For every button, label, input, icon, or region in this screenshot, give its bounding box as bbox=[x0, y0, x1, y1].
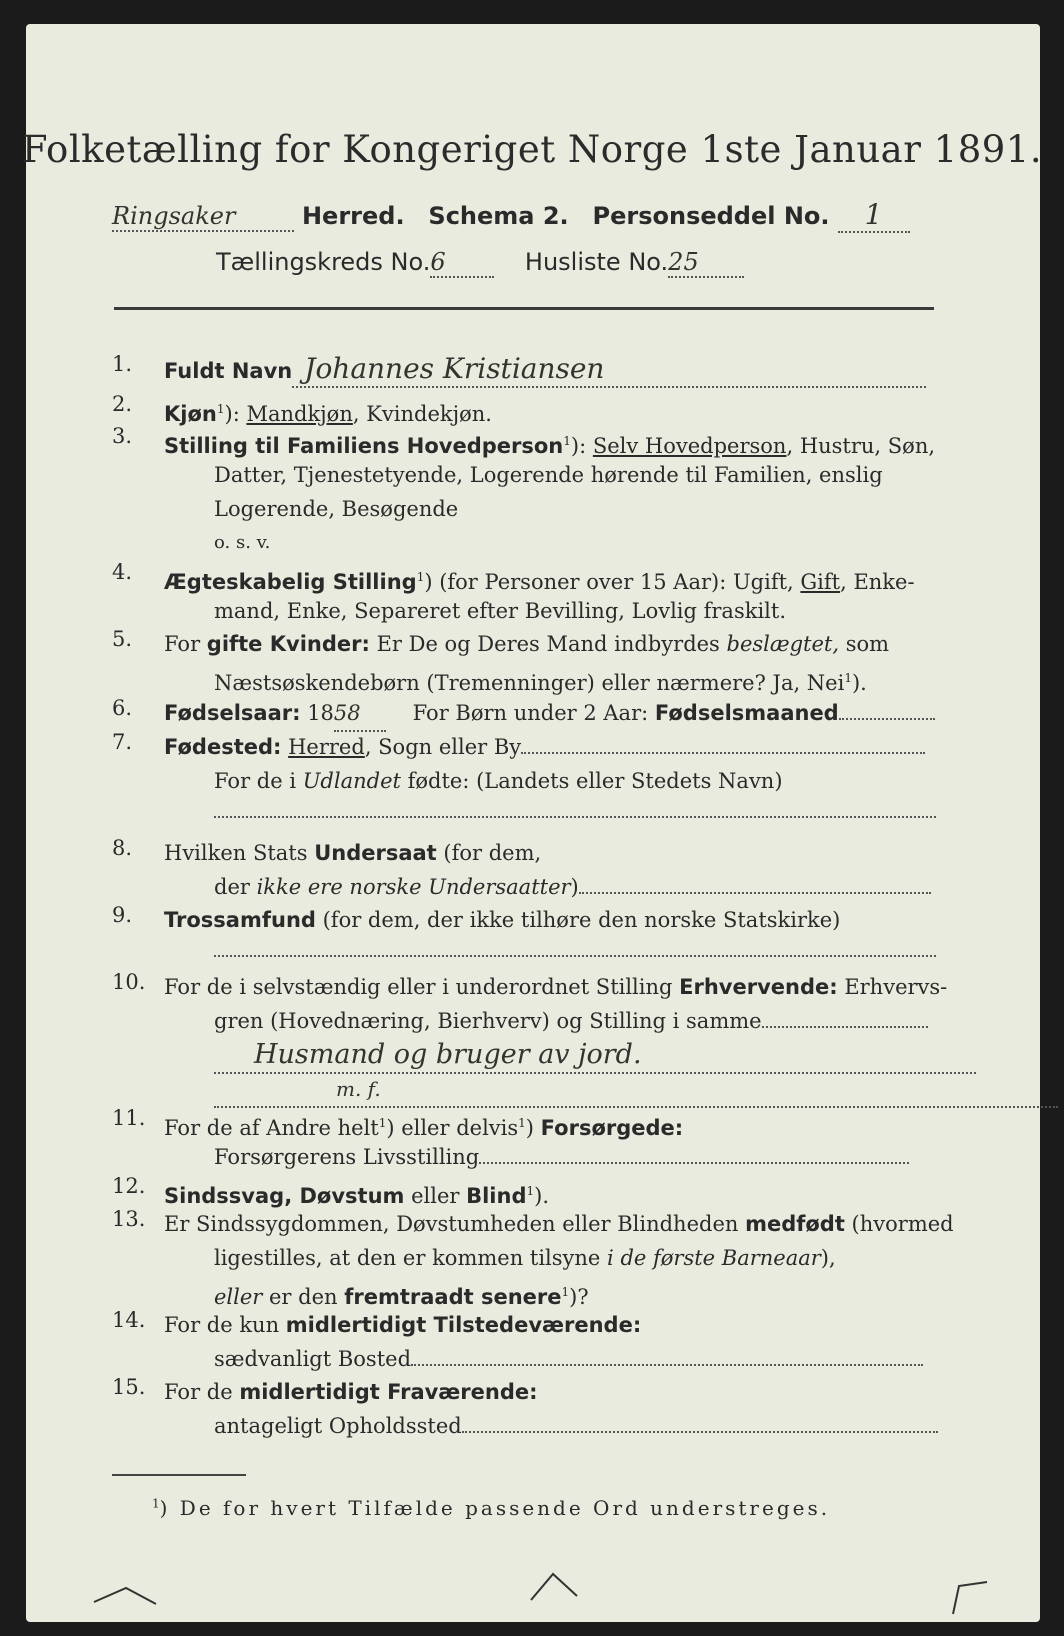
item-13-line2c: ), bbox=[820, 1246, 836, 1270]
item-4-text1: ) (for Personer over 15 Aar): Ugift, bbox=[424, 570, 801, 594]
item-8-line2a: der bbox=[214, 875, 257, 899]
item-12-label1: Sindssvag, Døvstum bbox=[164, 1184, 405, 1208]
item-6-label: Fødselsaar: bbox=[164, 701, 301, 725]
item-7-line2b: Udlandet bbox=[302, 769, 401, 793]
item-11-text1: For de af Andre helt bbox=[164, 1116, 379, 1140]
item-8-line2c: ) bbox=[570, 875, 579, 899]
ink-mark-left bbox=[90, 1580, 170, 1610]
ink-mark-right bbox=[945, 1578, 995, 1618]
item-3-number: 3. bbox=[112, 424, 133, 448]
item-6-number: 6. bbox=[112, 696, 133, 720]
footnote bbox=[152, 1496, 830, 1520]
item-13-line2b: i de første Barneaar bbox=[607, 1246, 821, 1270]
birth-year-prefix: 18 bbox=[307, 701, 334, 725]
item-7-line2a: For de i bbox=[214, 769, 303, 793]
item-14-label: midlertidigt Tilstedeværende: bbox=[285, 1313, 642, 1337]
item-4-number: 4. bbox=[112, 560, 133, 584]
item-4-label: Ægteskabelig Stilling bbox=[164, 570, 417, 594]
item-8-number: 8. bbox=[112, 836, 133, 860]
herred-label: Herred. bbox=[301, 202, 405, 230]
personseddel-value: 1 bbox=[838, 198, 910, 233]
item-7-line2c: fødte: (Landets eller Stedets Navn) bbox=[400, 769, 783, 793]
item-11-number: 11. bbox=[112, 1106, 146, 1130]
kreds-line bbox=[216, 248, 744, 278]
item-12-end: ). bbox=[534, 1184, 549, 1208]
item-5-line2: Næstsøskendebørn (Tremenninger) eller nærmere? Ja, Nei bbox=[214, 671, 845, 695]
item-5-number: 5. bbox=[112, 627, 133, 651]
item-9-label: Trossamfund bbox=[164, 908, 316, 932]
item-10-label: Erhvervende: bbox=[679, 975, 838, 999]
item-10-text2: Erhvervs- bbox=[837, 975, 948, 999]
occupation-value: Husmand og bruger av jord. bbox=[214, 1038, 976, 1074]
item-10-text1: For de i selvstændig eller i underordnet Stilling bbox=[164, 975, 680, 999]
item-8-text1: Hvilken Stats bbox=[164, 841, 315, 865]
personseddel-label: Personseddel No. bbox=[592, 202, 830, 230]
item-7-label: Fødested: bbox=[164, 735, 282, 759]
item-11-line2: Forsørgerens Livsstilling bbox=[214, 1145, 480, 1169]
item-13-text2: (hvormed bbox=[844, 1212, 954, 1236]
full-name-value: Johannes Kristiansen bbox=[292, 352, 926, 388]
footnote-sup: 1 bbox=[152, 1496, 160, 1511]
item-10-number: 10. bbox=[112, 970, 146, 994]
marital-option-married: Gift bbox=[800, 570, 841, 594]
item-13-number: 13. bbox=[112, 1207, 146, 1231]
item-11-text2: ) eller delvis bbox=[386, 1116, 519, 1140]
item-7-fill-line bbox=[214, 816, 936, 818]
item-15-label: midlertidigt Fraværende: bbox=[239, 1380, 538, 1404]
item-14-number: 14. bbox=[112, 1308, 146, 1332]
item-11-sup2: 1 bbox=[518, 1116, 526, 1130]
item-1-label: Fuldt Navn bbox=[164, 359, 293, 383]
item-13-line3b: er den bbox=[262, 1285, 345, 1309]
item-7-number: 7. bbox=[112, 730, 133, 754]
form-title: Folketælling for Kongeriget Norge 1ste Januar 1891. bbox=[21, 128, 1043, 171]
item-13-sup: 1 bbox=[561, 1285, 570, 1299]
item-4-sup: 1 bbox=[416, 570, 425, 584]
item-12-label2: Blind bbox=[466, 1184, 527, 1208]
item-2-number: 2. bbox=[112, 392, 133, 416]
birth-year-value: 58 bbox=[334, 696, 386, 732]
item-5-text3: som bbox=[839, 632, 890, 656]
item-8-line2b: ikke ere norske Undersaatter bbox=[256, 875, 571, 899]
item-3-text2: , Hustru, Søn, bbox=[786, 434, 936, 458]
item-12-number: 12. bbox=[112, 1174, 146, 1198]
item-13-line3c: fremtraadt senere bbox=[344, 1285, 562, 1309]
item-3-line4: o. s. v. bbox=[214, 532, 271, 553]
item-15-text1: For de bbox=[164, 1380, 240, 1404]
item-3-sup: 1 bbox=[563, 434, 571, 448]
occupation-value-2: m. f. bbox=[214, 1072, 1058, 1108]
item-5-text2: Er De og Deres Mand indbyrdes bbox=[369, 632, 727, 656]
item-13-text1: Er Sindssygdommen, Døvstumheden eller Blindheden bbox=[164, 1212, 746, 1236]
item-6-label2: Fødselsmaaned bbox=[654, 701, 839, 725]
item-13-line3d: )? bbox=[569, 1285, 589, 1309]
item-5-sup: 1 bbox=[844, 671, 852, 685]
sex-option-female: , Kvindekjøn. bbox=[352, 402, 492, 426]
item-2-sup: 1 bbox=[216, 402, 225, 416]
schema-label: Schema 2. bbox=[428, 202, 569, 230]
item-13-label: medfødt bbox=[745, 1212, 845, 1236]
item-3-text1: ): bbox=[570, 434, 593, 458]
item-7-text: , Sogn eller By bbox=[364, 735, 522, 759]
item-5-text1: For bbox=[164, 632, 207, 656]
item-13-line2a: ligestilles, at den er kommen tilsyne bbox=[214, 1246, 608, 1270]
footnote-divider bbox=[112, 1474, 246, 1476]
item-4-text2: , Enke- bbox=[840, 570, 915, 594]
husliste-value: 25 bbox=[668, 248, 744, 278]
item-11-sup1: 1 bbox=[378, 1116, 387, 1130]
herred-value: Ringsaker bbox=[112, 202, 294, 232]
item-5-italic: beslægtet, bbox=[726, 632, 840, 656]
herred-line bbox=[112, 198, 910, 233]
item-2-text: ): bbox=[224, 402, 247, 426]
ink-mark-center bbox=[525, 1566, 585, 1606]
item-12-text: eller bbox=[404, 1184, 467, 1208]
kreds-label: Tællingskreds No. bbox=[216, 248, 431, 276]
item-12-sup: 1 bbox=[526, 1184, 535, 1198]
item-14-text1: For de kun bbox=[164, 1313, 286, 1337]
item-5-label: gifte Kvinder: bbox=[206, 632, 370, 656]
item-10-line2: gren (Hovednæring, Bierhverv) og Stilling i samme bbox=[214, 1009, 762, 1033]
item-9-number: 9. bbox=[112, 903, 133, 927]
item-3-line3: Logerende, Besøgende bbox=[214, 497, 459, 521]
header-divider bbox=[114, 307, 934, 310]
item-3-line2: Datter, Tjenestetyende, Logerende hørende til Familien, enslig bbox=[214, 463, 883, 487]
position-option-head: Selv Hovedperson bbox=[592, 434, 787, 458]
item-5-end: ). bbox=[851, 671, 867, 695]
item-11-text3: ) bbox=[525, 1116, 541, 1140]
item-13-line3a: eller bbox=[214, 1285, 263, 1309]
kreds-value: 6 bbox=[430, 248, 494, 278]
footnote-text: ) De for hvert Tilfælde passende Ord understreges. bbox=[159, 1496, 831, 1520]
item-3-label: Stilling til Familiens Hovedperson bbox=[164, 434, 564, 458]
item-15-line2: antageligt Opholdssted bbox=[214, 1414, 462, 1438]
birthplace-option-herred: Herred bbox=[288, 735, 365, 759]
husliste-label: Husliste No. bbox=[524, 248, 669, 276]
item-8-label: Undersaat bbox=[314, 841, 437, 865]
item-4-line2: mand, Enke, Separeret efter Bevilling, Lovlig fraskilt. bbox=[214, 599, 787, 623]
item-9-fill-line bbox=[214, 955, 936, 957]
item-1-number: 1. bbox=[112, 352, 133, 376]
item-9-text: (for dem, der ikke tilhøre den norske Statskirke) bbox=[315, 908, 841, 932]
item-11-label: Forsørgede: bbox=[540, 1116, 684, 1140]
item-14-line2: sædvanligt Bosted bbox=[214, 1347, 412, 1371]
item-6-text: For Børn under 2 Aar: bbox=[412, 701, 655, 725]
item-8-text2: (for dem, bbox=[436, 841, 542, 865]
item-2-label: Kjøn bbox=[164, 402, 217, 426]
item-15-number: 15. bbox=[112, 1375, 146, 1399]
sex-option-male: Mandkjøn bbox=[246, 402, 353, 426]
